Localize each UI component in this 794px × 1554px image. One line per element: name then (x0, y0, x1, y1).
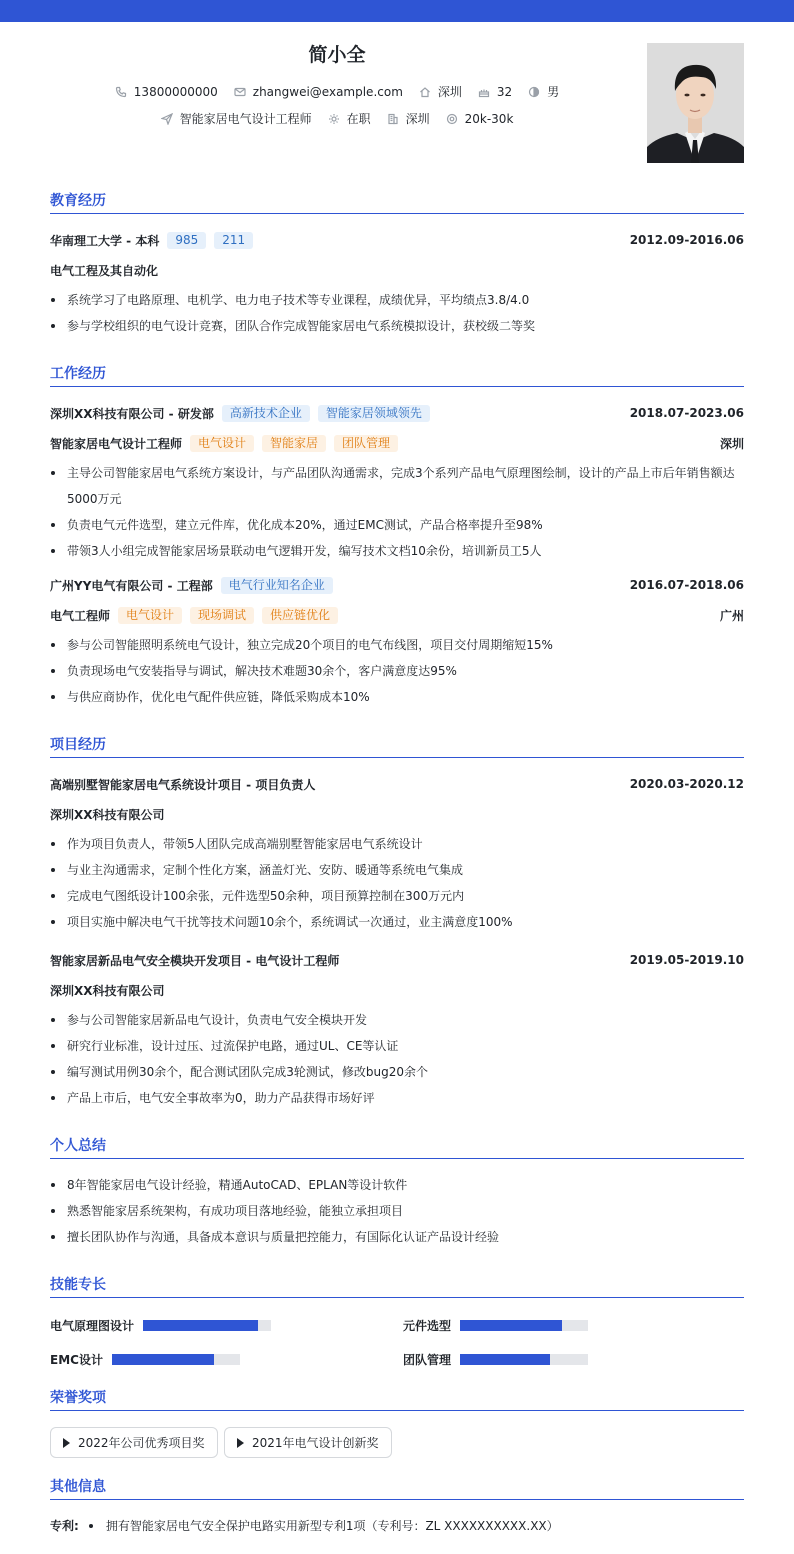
project-name: 智能家居新品电气安全模块开发项目 - 电气设计工程师 (50, 953, 340, 968)
company-tag: 高新技术企业 (222, 405, 310, 422)
job-company: 深圳XX科技有限公司 - 研发部 (50, 406, 214, 421)
list-item: 与供应商协作，优化电气配件供应链，降低采购成本10% (50, 684, 744, 710)
phone-icon (115, 86, 127, 98)
list-item: 项目实施中解决电气干扰等技术问题10余个，系统调试一次通过，业主满意度100% (50, 909, 744, 935)
top-accent-bar (0, 0, 794, 22)
company-tag: 智能家居领域领先 (318, 405, 430, 422)
project-period: 2020.03-2020.12 (629, 777, 744, 791)
target-city-info (387, 110, 430, 127)
skill-bar (460, 1354, 588, 1365)
list-item: 参与公司智能家居新品电气设计，负责电气安全模块开发 (50, 1007, 744, 1033)
job-position: 电气工程师 (50, 608, 111, 623)
home-icon (419, 86, 431, 98)
list-item: 与业主沟通需求，定制个性化方案，涵盖灯光、安防、暖通等系统电气集成 (50, 857, 744, 883)
skill-name: 元件选型 (403, 1319, 452, 1333)
city-text: 深圳 (437, 85, 462, 99)
job-bullets (50, 632, 744, 710)
position-tag: 团队管理 (334, 435, 398, 452)
age-text: 32 (496, 84, 513, 99)
job-period: 2018.07-2023.06 (629, 406, 744, 420)
contact-info-row (0, 83, 674, 100)
list-item: 擅长团队协作与沟通，具备成本意识与质量把控能力，有国际化认证产品设计经验 (50, 1224, 744, 1250)
job-bullets (50, 460, 744, 564)
job-position: 智能家居电气设计工程师 (50, 436, 183, 451)
project-header-row (50, 775, 744, 793)
gender-info (528, 83, 559, 100)
other-info-row (50, 1517, 559, 1534)
list-item: 负责电气元件选型，建立元件库，优化成本20%，通过EMC测试，产品合格率提升至98% (50, 512, 744, 538)
job-position-group (50, 607, 338, 624)
project-period: 2019.05-2019.10 (629, 953, 744, 967)
list-item: 8年智能家居电气设计经验，精通AutoCAD、EPLAN等设计软件 (50, 1172, 744, 1198)
education-tag: 211 (214, 232, 253, 249)
education-bullets (50, 287, 744, 339)
city-info (419, 83, 462, 100)
triangle-icon (237, 1438, 244, 1448)
skill-bar (460, 1320, 588, 1331)
salary-info (446, 112, 514, 126)
skill-bar-fill (143, 1320, 258, 1331)
job-header-row (50, 404, 744, 422)
skill-bar-fill (460, 1354, 550, 1365)
list-item: 参与学校组织的电气设计竞赛，团队合作完成智能家居电气系统模拟设计，获校级二等奖 (50, 313, 744, 339)
section-title-projects: 项目经历 (50, 737, 744, 758)
section-title-summary: 个人总结 (50, 1138, 744, 1159)
email-info (234, 85, 403, 99)
status-info (328, 110, 371, 127)
job-period: 2016.07-2018.06 (629, 578, 744, 592)
education-school-group (50, 232, 253, 249)
award-text: 2022年公司优秀项目奖 (78, 1436, 205, 1450)
award-item (224, 1427, 392, 1458)
salary-text: 20k-30k (464, 111, 514, 126)
job-header-row (50, 576, 744, 594)
company-tag: 电气行业知名企业 (221, 577, 333, 594)
list-item: 负责现场电气安装指导与调试，解决技术难题30余个，客户满意度达95% (50, 658, 744, 684)
portrait-image (647, 43, 744, 163)
other-text: 拥有智能家居电气安全保护电路实用新型专利1项（专利号：ZL XXXXXXXXXX.XX） (105, 1519, 559, 1533)
position-tag: 电气设计 (190, 435, 254, 452)
gender-text: 男 (547, 85, 560, 99)
skill-item (403, 1351, 588, 1368)
skill-bar-fill (112, 1354, 214, 1365)
education-major: 电气工程及其自动化 (50, 264, 159, 278)
mail-icon (234, 86, 246, 98)
skill-name: EMC设计 (50, 1353, 103, 1367)
skill-item (403, 1317, 588, 1334)
candidate-name: 简小全 (308, 44, 366, 66)
skill-item (50, 1351, 240, 1368)
job-company: 广州YY电气有限公司 - 工程部 (50, 578, 213, 593)
position-tag: 智能家居 (262, 435, 326, 452)
status-text: 在职 (346, 112, 371, 126)
list-item: 编写测试用例30余个，配合测试团队完成3轮测试，修改bug20余个 (50, 1059, 744, 1085)
job-info-row (0, 110, 674, 127)
skill-item (50, 1317, 271, 1334)
project-bullets (50, 831, 744, 935)
project-bullets (50, 1007, 744, 1111)
education-period: 2012.09-2016.06 (629, 233, 744, 247)
position-tag: 供应链优化 (262, 607, 338, 624)
list-item: 完成电气图纸设计100余张，元件选型50余种，项目预算控制在300万元内 (50, 883, 744, 909)
gender-icon (528, 86, 540, 98)
education-tag: 985 (167, 232, 206, 249)
phone-text: 13800000000 (133, 84, 218, 99)
email-text: zhangwei@example.com (252, 84, 403, 99)
status-gear-icon (328, 113, 340, 125)
job-company-group (50, 405, 430, 422)
award-text: 2021年电气设计创新奖 (252, 1436, 379, 1450)
job-position-group (50, 435, 398, 452)
other-label: 专利: (50, 1519, 79, 1533)
paper-plane-icon (161, 113, 173, 125)
job-position-row (50, 434, 744, 452)
section-title-education: 教育经历 (50, 193, 744, 214)
skill-name: 电气原理图设计 (50, 1319, 135, 1333)
skill-bar (143, 1320, 271, 1331)
job-title-text: 智能家居电气设计工程师 (179, 112, 312, 126)
cake-icon (478, 86, 490, 98)
phone-info (115, 85, 218, 99)
building-icon (387, 113, 399, 125)
list-item: 系统学习了电路原理、电机学、电力电子技术等专业课程，成绩优异，平均绩点3.8/4.0 (50, 287, 744, 313)
job-location: 广州 (719, 608, 744, 623)
education-header-row (50, 231, 744, 249)
section-title-other: 其他信息 (50, 1479, 744, 1500)
award-item (50, 1427, 218, 1458)
section-title-skills: 技能专长 (50, 1277, 744, 1298)
project-company: 深圳XX科技有限公司 (50, 808, 165, 822)
target-city-text: 深圳 (405, 112, 430, 126)
job-location: 深圳 (719, 436, 744, 451)
education-school: 华南理工大学 - 本科 (50, 233, 160, 248)
list-item: 主导公司智能家居电气系统方案设计，与产品团队沟通需求，完成3个系列产品电气原理图绘制，设计的产品上市后年销售额达5000万元 (50, 460, 744, 512)
list-item: 带领3人小组完成智能家居场景联动电气逻辑开发，编写技术文档10余份，培训新员工5人 (50, 538, 744, 564)
project-company: 深圳XX科技有限公司 (50, 984, 165, 998)
job-position-row (50, 606, 744, 624)
position-tag: 电气设计 (118, 607, 182, 624)
project-header-row (50, 951, 744, 969)
list-item: 熟悉智能家居系统架构，有成功项目落地经验，能独立承担项目 (50, 1198, 744, 1224)
skill-bar-fill (460, 1320, 562, 1331)
job-company-group (50, 577, 333, 594)
summary-bullets (50, 1172, 744, 1250)
triangle-icon (63, 1438, 70, 1448)
project-name: 高端别墅智能家居电气系统设计项目 - 项目负责人 (50, 777, 316, 792)
profile-photo (647, 43, 744, 163)
skill-bar (112, 1354, 240, 1365)
list-item: 产品上市后，电气安全事故率为0，助力产品获得市场好评 (50, 1085, 744, 1111)
position-tag: 现场调试 (190, 607, 254, 624)
skill-name: 团队管理 (403, 1353, 452, 1367)
list-item: 作为项目负责人，带领5人团队完成高端别墅智能家居电气系统设计 (50, 831, 744, 857)
job-title-info (161, 110, 312, 127)
section-title-awards: 荣誉奖项 (50, 1390, 744, 1411)
coin-icon (446, 113, 458, 125)
section-title-work: 工作经历 (50, 366, 744, 387)
age-info (478, 85, 512, 99)
bullet-dot (89, 1524, 93, 1528)
list-item: 参与公司智能照明系统电气设计，独立完成20个项目的电气布线图，项目交付周期缩短15% (50, 632, 744, 658)
list-item: 研究行业标准，设计过压、过流保护电路，通过UL、CE等认证 (50, 1033, 744, 1059)
